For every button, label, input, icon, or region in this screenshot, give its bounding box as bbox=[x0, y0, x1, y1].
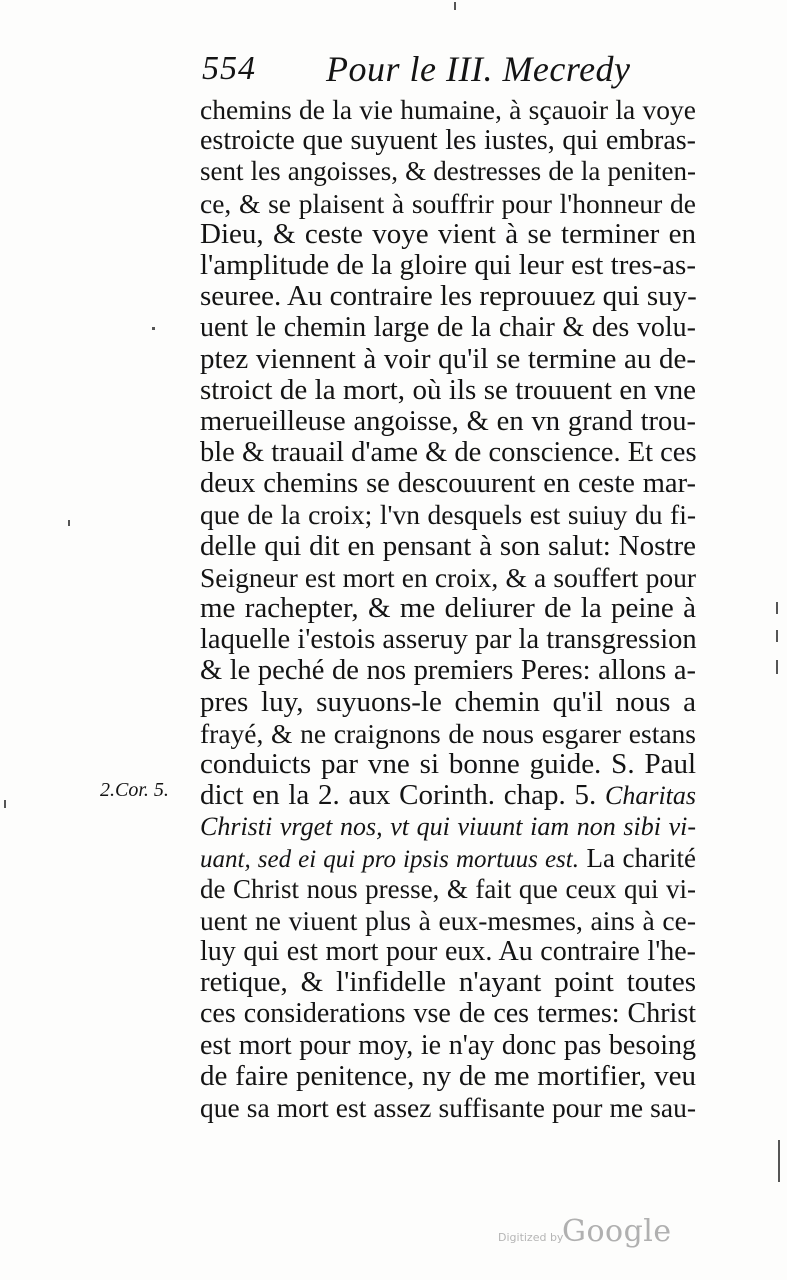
google-logo: Google bbox=[562, 1214, 672, 1249]
latin-quote-end: uant, sed ei qui pro ipsis mortuus est. bbox=[200, 845, 579, 873]
text-line: de faire penitence, ny de me mortifier, veu bbox=[200, 1059, 696, 1092]
scan-speck bbox=[68, 520, 70, 526]
translation-start: La charité bbox=[586, 842, 696, 873]
text-line: que de la croix; l'vn desquels est suiuy du fi- bbox=[200, 499, 696, 531]
text-line: merueilleuse angoisse, & en vn grand trou- bbox=[200, 405, 696, 437]
text-line: ces considerations vse de ces termes: Christ bbox=[200, 998, 696, 1030]
digitized-by-watermark bbox=[498, 1214, 672, 1254]
latin-quote-line: Christi vrget nos, vt qui viuunt iam non sibi vi- bbox=[200, 812, 696, 842]
text-line: stroict de la mort, où ils se trouuent en vne bbox=[200, 373, 696, 406]
text-line: que sa mort est assez suffisante pour me sau- bbox=[200, 1092, 696, 1123]
scan-speck bbox=[454, 2, 456, 10]
text-line: uent ne viuent plus à eux-mesmes, ains à ce- bbox=[200, 904, 696, 936]
citation-latin: Charitas bbox=[604, 781, 697, 811]
text-line: conduicts par vne si bonne guide. S. Paul bbox=[200, 747, 696, 780]
text-line: ptez viennent à voir qu'il se termine au de- bbox=[200, 342, 696, 375]
page-number: 554 bbox=[202, 50, 256, 87]
margin-citation: 2.Cor. 5. bbox=[100, 779, 169, 801]
text-line: l'amplitude de la gloire qui leur est tres-as- bbox=[200, 248, 696, 281]
text-line: luy qui est mort pour eux. Au contraire l'he- bbox=[200, 936, 696, 968]
mixed-quote-line bbox=[200, 843, 696, 874]
text-line: & le peché de nos premiers Peres: allons a- bbox=[200, 655, 696, 687]
text-line: delle qui dit en pensant à son salut: Nostre bbox=[200, 529, 696, 562]
text-line: ce, & se plaisent à souffrir pour l'honneur de bbox=[200, 187, 696, 219]
citation-roman: dict en la 2. aux Corinth. chap. 5. bbox=[200, 779, 597, 812]
text-line: ble & trauail d'ame & de conscience. Et ces bbox=[200, 437, 697, 469]
text-line: est mort pour moy, ie n'ay donc pas besoing bbox=[200, 1029, 696, 1061]
text-line: deux chemins se descouurent en ceste mar- bbox=[200, 468, 696, 500]
text-line: Dieu, & ceste voye vient à se terminer en bbox=[200, 217, 696, 250]
text-line: de Christ nous presse, & fait que ceux qui vi- bbox=[200, 873, 696, 904]
scan-speck bbox=[776, 602, 778, 614]
text-line: pres luy, suyuons-le chemin qu'il nous a bbox=[200, 685, 696, 718]
text-line: chemins de la vie humaine, à sçauoir la voye bbox=[200, 94, 696, 125]
text-line: me rachepter, & me deliurer de la peine à bbox=[200, 592, 696, 624]
scan-speck bbox=[778, 1140, 780, 1182]
text-line: estroicte que suyuent les iustes, qui embras- bbox=[200, 125, 696, 157]
text-line: retique, & l'infidelle n'ayant point toutes bbox=[200, 966, 696, 999]
text-line: Seigneur est mort en croix, & a souffert pour bbox=[200, 561, 696, 593]
text-line: laquelle i'estois asseruy par la transgression bbox=[200, 624, 697, 656]
body-text bbox=[200, 94, 700, 1123]
text-line: frayé, & ne craignons de nous esgarer estans bbox=[200, 717, 696, 749]
running-head: Pour le III. Mecredy bbox=[326, 49, 631, 89]
text-line: uent le chemin large de la chair & des volu- bbox=[200, 312, 696, 344]
scan-speck bbox=[776, 630, 778, 642]
text-line: seuree. Au contraire les reprouuez qui suy- bbox=[200, 280, 697, 313]
watermark-prefix: Digitized by bbox=[498, 1231, 564, 1244]
scan-speck bbox=[152, 327, 155, 330]
scan-speck bbox=[776, 660, 778, 674]
text-line: sent les angoisses, & destresses de la peniten- bbox=[200, 156, 696, 187]
citation-line bbox=[200, 780, 696, 811]
scan-speck bbox=[4, 800, 6, 808]
page-header bbox=[200, 46, 680, 92]
